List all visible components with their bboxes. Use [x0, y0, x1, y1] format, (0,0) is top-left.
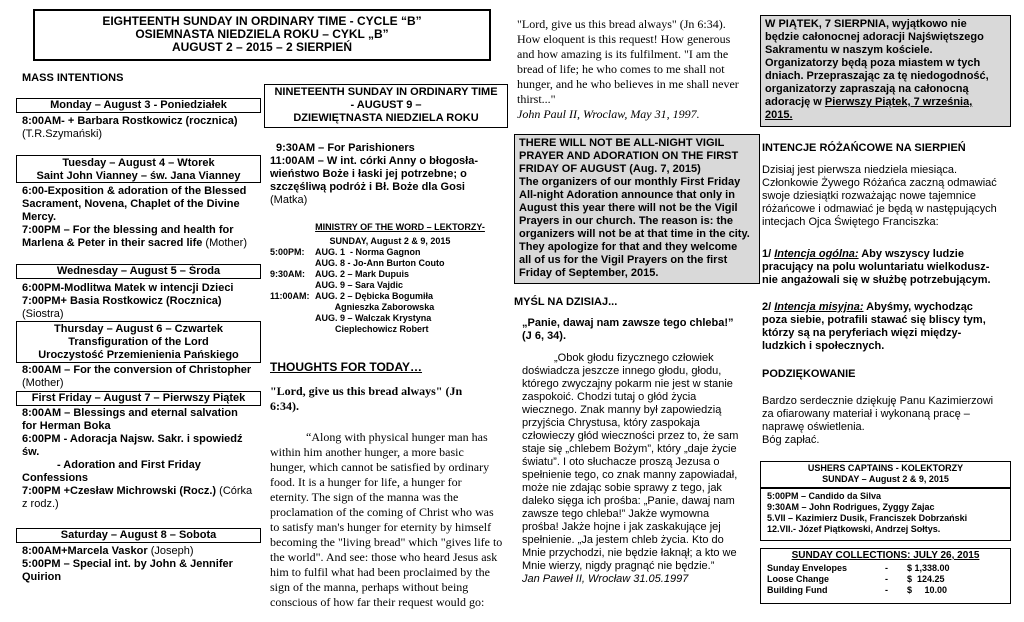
- intencja-misyjna-text: Abyśmy, wychodząc: [863, 301, 973, 313]
- mysl-line-2: doświadcza jeszcze innego głodu, głodu,: [522, 365, 722, 377]
- intencja-misyjna-line-1: [762, 301, 1012, 314]
- tuesday-entry-1: 6:00-Exposition & adoration of the Blessed: [22, 185, 247, 197]
- ministry-row: [270, 247, 444, 258]
- friday-entry-2: for Herman Boka: [22, 420, 111, 432]
- mysl-line-17: Mnie wierzy, nigdy pragnąć nie będzie.”: [522, 560, 715, 572]
- thoughts-line-9: the world". And see: those who heard Jesus ask: [270, 550, 498, 564]
- bulletin-header: [33, 9, 491, 61]
- friday-entry-7: [22, 485, 260, 498]
- podziekowanie-title: PODZIĘKOWANIE: [762, 368, 856, 380]
- header-line-2: OSIEMNASTA NIEDZIELA ROKU – CYKL „B”: [135, 27, 389, 41]
- intencje-line-4: różańcowe i odmawiać je będą w następujących: [762, 203, 997, 215]
- thursday-heading-3: Uroczystość Przemienienia Pańskiego: [38, 349, 239, 361]
- ministry-row: [270, 258, 444, 269]
- thoughts-line-3: hunger, which cannot be satisfied by ordinary: [270, 460, 490, 474]
- friday-entry-8: z rodz.): [22, 498, 59, 510]
- ushers-line-1: 5:00PM – Candido da Silva: [767, 491, 882, 501]
- mysl-line-3: którego zwyczajny pokarm nie jest w stanie: [522, 378, 733, 390]
- podziekowanie-body: [762, 395, 1012, 447]
- ministry-reader: Cieplechowicz Robert: [315, 324, 429, 334]
- monday-heading: Monday – August 3 - Poniedziałek: [16, 98, 261, 113]
- wednesday-entry-2: 7:00PM+ Basia Rostkowicz (Rocznica): [22, 295, 222, 307]
- nineteenth-entry-5: (Matka): [270, 194, 308, 206]
- vigil-line-6: August this year there will not be the Vigil: [519, 202, 738, 214]
- vigil-line-3: FRIDAY OF AUGUST (Aug. 7, 2015): [519, 163, 701, 175]
- saturday-entries: [22, 545, 262, 584]
- podziekowanie-line-4: Bóg zapłać.: [762, 434, 820, 446]
- nineteenth-sunday-entries: [270, 142, 510, 207]
- nineteenth-entry-1: 9:30AM – For Parishioners: [276, 142, 415, 154]
- ministry-reader: AUG. 1 - Norma Gagnon: [315, 247, 421, 257]
- mysl-line-16: Mnie przychodzi, nie będzie łaknął; a kto we: [522, 547, 737, 559]
- thursday-heading-1: Thursday – August 6 – Czwartek: [54, 323, 223, 335]
- thoughts-line-11: sign of the manna, perhaps without being: [270, 580, 469, 594]
- vigil-line-9: They apologize for that and they welcome: [519, 241, 738, 253]
- header-line-1: EIGHTEENTH SUNDAY IN ORDINARY TIME - CYCLE “B”: [102, 14, 422, 28]
- mysl-line-1: „Obok głodu fizycznego człowiek: [554, 352, 714, 364]
- ministry-row: [270, 302, 444, 313]
- ministry-reader: Agnieszka Zaborowska: [315, 302, 435, 312]
- vigil-line-8: organizers will not be at that time in the city.: [519, 228, 750, 240]
- vigil-line-4: The organizers of our monthly First Friday: [519, 176, 741, 188]
- thoughts-title: THOUGHTS FOR TODAY…: [270, 360, 423, 374]
- ministry-time: [270, 280, 315, 291]
- adoracja-line-3: Sakramentu w naszym kościele.: [765, 44, 933, 56]
- jp-quote-attribution: John Paul II, Wroclaw, May 31, 1997.: [517, 107, 700, 121]
- tuesday-heading: [16, 155, 261, 183]
- collection-amount: $ 10.00: [907, 585, 948, 595]
- ushers-box: [760, 461, 1011, 488]
- mysl-heading-1: „Panie, dawaj nam zawsze tego chleba!”: [522, 317, 734, 329]
- ministry-title: MINISTRY OF THE WORD – LEKTORZY-: [315, 222, 485, 232]
- ministry-reader: AUG. 9 – Sara Vajdic: [315, 280, 404, 290]
- tuesday-entry-3: Mercy.: [22, 211, 57, 223]
- adoracja-line-7: [765, 96, 1006, 109]
- jp-quote-line-6: thirst...": [517, 92, 556, 106]
- collection-dash: -: [885, 585, 888, 595]
- saturday-entry-1: [22, 545, 262, 558]
- tuesday-entry-2: Sacrament, Novena, Chaplet of the Divine: [22, 198, 240, 210]
- collection-amount: $ 124.25: [907, 574, 945, 584]
- collection-row: [767, 585, 977, 596]
- collection-amount: $ 1,338.00: [907, 563, 950, 573]
- thursday-entries: [22, 364, 262, 390]
- ministry-reader: AUG. 2 – Dębicka Bogumiła: [315, 291, 434, 301]
- ministry-reader: AUG. 9 – Walczak Krystyna: [315, 313, 432, 323]
- mysl-line-7: człowieczy głód wieczności przez to, że sam: [522, 430, 739, 442]
- mysl-line-5: wiecznego. Znak manny był zapowiedzią: [522, 404, 722, 416]
- ministry-time: 9:30AM:: [270, 269, 306, 279]
- vigil-notice: [514, 134, 760, 284]
- thursday-entry-2: (Mother): [22, 377, 64, 389]
- jp-quote-line-4: bread of life; he who comes to me shall not: [517, 62, 725, 76]
- jp-quote-line-5: hunger, and he who believes in me shall never: [517, 77, 739, 91]
- ministry-row: [270, 269, 444, 280]
- mysl-line-6: przyjścia Chrystusa, który zaspokaja: [522, 417, 700, 429]
- ministry-reader: AUG. 2 – Mark Dupuis: [315, 269, 410, 279]
- nineteenth-entry-2: 11:00AM – W int. córki Anny o błogosła-: [270, 155, 479, 167]
- intencja-misyjna-line-3: którzy są na peryferiach więzi między-: [762, 327, 962, 339]
- monday-entry-2: (T.R.Szymański): [22, 128, 103, 140]
- mass-intentions-title: MASS INTENTIONS: [22, 72, 124, 84]
- friday-entry-7-by: (Córka: [216, 485, 253, 497]
- friday-entry-1: 8:00AM – Blessings and eternal salvation: [22, 407, 238, 419]
- tuesday-entries: [22, 185, 262, 250]
- nineteenth-heading-2: - AUGUST 9 –: [350, 99, 422, 111]
- mysl-heading: [522, 317, 762, 343]
- ministry-row: [270, 280, 444, 291]
- jp-quote-line-2: How eloquent is this request! How generous: [517, 32, 731, 46]
- ministry-time: [270, 313, 315, 324]
- intencja-ogolna-line-3: nie angażowali się w służbę potrzebującym.: [762, 274, 991, 286]
- adoracja-line-8: 2015.: [765, 109, 793, 121]
- saturday-heading: Saturday – August 8 – Sobota: [16, 528, 261, 543]
- wednesday-entry-3: (Siostra): [22, 308, 64, 320]
- mysl-line-12: daleko sięga ich prośba: „Panie, dawaj nam: [522, 495, 735, 507]
- intencja-ogolna-number: 1/: [762, 248, 775, 260]
- collection-label: Building Fund: [767, 585, 828, 595]
- friday-entry-7-main: 7:00PM +Czesław Michrowski (Rocz.): [22, 485, 217, 497]
- podziekowanie-line-1: Bardzo serdecznie dziękuję Panu Kazimierzowi: [762, 395, 994, 407]
- intencja-ogolna: [762, 248, 1012, 287]
- friday-entry-4: św.: [22, 446, 40, 458]
- ministry-time: 11:00AM:: [270, 291, 310, 301]
- ministry-row: [270, 291, 444, 302]
- friday-entry-3: 6:00PM - Adoracja Najsw. Sakr. i spowiedź: [22, 433, 243, 445]
- saturday-entry-2: 5:00PM – Special int. by John & Jennifer: [22, 558, 233, 570]
- thoughts-line-6: proclamation of the coming of Christ who was: [270, 505, 494, 519]
- mysl-line-11: może nie zdając sobie sprawy z tego, jak: [522, 482, 722, 494]
- adoracja-line-4: Organizatorzy będą poza miastem w tych: [765, 57, 981, 69]
- adoracja-line-1: W PIĄTEK, 7 SIERPNIA, wyjątkowo nie: [765, 18, 967, 30]
- saturday-entry-1-main: 8:00AM+Marcela Vaskor: [22, 545, 148, 557]
- vigil-line-1: THERE WILL NOT BE ALL-NIGHT VIGIL: [519, 137, 725, 149]
- thoughts-quote-2: 6:34).: [270, 399, 299, 413]
- intencje-line-3: swoje dziesiątki rozważając nowe tajemnice: [762, 190, 976, 202]
- mysl-line-10: spełnienie tego, co znak manny zapowiadał,: [522, 469, 738, 481]
- thoughts-line-2: within him another hunger, a more basic: [270, 445, 464, 459]
- wednesday-heading: Wednesday – August 5 – Środa: [16, 264, 261, 279]
- monday-entries: [22, 115, 262, 141]
- friday-heading: First Friday – August 7 – Pierwszy Piątek: [16, 391, 261, 406]
- intencje-line-1: Dzisiaj jest pierwsza niedziela miesiąca.: [762, 164, 958, 176]
- jp-quote-line-3: and how amazing is its fulfilment. "I am the: [517, 47, 729, 61]
- wednesday-entries: [22, 282, 262, 321]
- mysl-body: [522, 352, 762, 586]
- mysl-line-13: zawsze tego chleba!” Jakże wymowna: [522, 508, 710, 520]
- tuesday-heading-1: Tuesday – August 4 – Wtorek: [62, 157, 215, 169]
- adoracja-line-2: będzie całonocnej adoracji Najświętszego: [765, 31, 984, 43]
- nineteenth-entry-4: szczęśliwą podróż i Bł. Boże dla Gosi: [270, 181, 465, 193]
- intencja-ogolna-label: Intencja ogólna:: [774, 248, 859, 260]
- ushers-heading-1: USHERS CAPTAINS - KOLEKTORZY: [807, 463, 964, 473]
- ministry-row: [270, 324, 444, 335]
- podziekowanie-line-2: za ofiarowany materiał i wykonaną pracę –: [762, 408, 970, 420]
- podziekowanie-line-3: naprawę oświetlenia.: [762, 421, 865, 433]
- ushers-heading-2: SUNDAY – August 2 & 9, 2015: [822, 474, 949, 484]
- ministry-time: [270, 302, 315, 313]
- john-paul-quote: [517, 17, 757, 122]
- thursday-heading: [16, 321, 261, 363]
- adoracja-line-7-b: Pierwszy Piątek, 7 września,: [824, 96, 973, 108]
- mysl-heading-2: (J 6, 34).: [522, 330, 567, 342]
- thoughts-line-7: to satisfy man's hunger for eternity by himself: [270, 520, 492, 534]
- friday-entry-5: - Adoration and First Friday: [57, 459, 201, 471]
- ministry-subtitle: SUNDAY, August 2 & 9, 2015: [329, 236, 451, 246]
- ministry-time: [270, 258, 315, 269]
- adoracja-line-6: organizatorzy zapraszają na całonocną: [765, 83, 969, 95]
- collection-label: Sunday Envelopes: [767, 563, 848, 573]
- ushers-line-3: 5.VII – Kazimierz Dusik, Franciszek Dobrzański: [767, 513, 968, 523]
- intencje-title: INTENCJE RÓŻAŃCOWE NA SIERPIEŃ: [762, 142, 966, 154]
- nineteenth-heading-3: DZIEWIĘTNASTA NIEDZIELA ROKU: [293, 112, 479, 124]
- friday-entry-6: Confessions: [22, 472, 89, 484]
- thoughts-body: [270, 430, 508, 610]
- vigil-line-2: PRAYER AND ADORATION ON THE FIRST: [519, 150, 739, 162]
- friday-entries: [22, 407, 260, 511]
- intencja-misyjna-line-4: ludzkich i społecznych.: [762, 340, 885, 352]
- tuesday-entry-5-by: (Mother): [202, 237, 247, 249]
- wednesday-entry-1: 6:00PM-Modlitwa Matek w intencji Dzieci: [22, 282, 234, 294]
- thoughts-line-12: conscious of how far their request would go:: [270, 595, 485, 609]
- collection-label: Loose Change: [767, 574, 830, 584]
- intencja-misyjna: [762, 301, 1012, 353]
- tuesday-entry-5-main: Marlena & Peter in their sacred life: [22, 237, 203, 249]
- mysl-line-8: staje się „chlebem Bożym”, który „daje życie: [522, 443, 737, 455]
- ministry-reader: AUG. 8 - Jo-Ann Burton Couto: [315, 258, 445, 268]
- jp-quote-line-1: "Lord, give us this bread always" (Jn 6:34).: [517, 17, 726, 31]
- saturday-entry-1-by: (Joseph): [147, 545, 194, 557]
- intencja-misyjna-number: 2/: [762, 301, 775, 313]
- mysl-line-15: spełnienie. „Ja jestem chleb życia. Kto do: [522, 534, 724, 546]
- collection-row: [767, 563, 977, 574]
- vigil-line-5: All-night Adoration announce that only in: [519, 189, 735, 201]
- adoracja-notice: [760, 15, 1011, 127]
- collection-dash: -: [885, 563, 888, 573]
- mysl-line-4: zaspokoić. Chodzi tutaj o głód życia: [522, 391, 697, 403]
- intencje-body: [762, 164, 1012, 229]
- collection-dash: -: [885, 574, 888, 584]
- thursday-heading-2: Transfiguration of the Lord: [68, 336, 209, 348]
- thoughts-line-1: “Along with physical hunger man has: [306, 430, 488, 444]
- adoracja-line-5: dniach. Przepraszając za tę niedogodność,: [765, 70, 989, 82]
- thursday-entry-1: 8:00AM – For the conversion of Christopher: [22, 364, 252, 376]
- thoughts-quote-1: "Lord, give us this bread always" (Jn: [270, 384, 463, 398]
- thoughts-line-8: becoming the "living bread" which "gives life to: [270, 535, 503, 549]
- collections-table: [767, 563, 977, 596]
- intencje-line-2: Członkowie Żywego Różańca zaczną odmawiać: [762, 177, 997, 189]
- thoughts-line-10: him to fulfil what had been proclaimed by the: [270, 565, 490, 579]
- vigil-line-10: all of us for the Vigil Prayers on the first: [519, 254, 728, 266]
- tuesday-entry-4: 7:00PM – For the blessing and health for: [22, 224, 234, 236]
- intencja-ogolna-line-1: [762, 248, 1012, 261]
- saturday-entry-3: Quirion: [22, 571, 62, 583]
- collection-row: [767, 574, 977, 585]
- vigil-line-11: Friday of September, 2015.: [519, 267, 659, 279]
- nineteenth-heading-1: NINETEENTH SUNDAY IN ORDINARY TIME: [274, 86, 498, 98]
- mysl-line-9: światu”. I oto słuchacze proszą Jezusa o: [522, 456, 720, 468]
- thoughts-line-4: food. It is a hunger for life, a hunger for: [270, 475, 462, 489]
- collections-title: SUNDAY COLLECTIONS: JULY 26, 2015: [791, 550, 980, 561]
- tuesday-entry-5: [22, 237, 262, 250]
- adoracja-line-7-a: adorację w: [765, 96, 825, 108]
- intencja-misyjna-line-2: poza siebie, potrafili stawać się bliscy tym,: [762, 314, 986, 326]
- ministry-schedule: [270, 247, 444, 335]
- intencja-misyjna-label: Intencja misyjna:: [774, 301, 864, 313]
- ministry-row: [270, 313, 444, 324]
- vigil-line-7: Prayers in our church. The reason is: the: [519, 215, 733, 227]
- intencje-line-5: intecjach Ojca Świętego Franciszka:: [762, 216, 939, 228]
- ministry-time: 5:00PM:: [270, 247, 305, 257]
- ushers-list: [760, 488, 1011, 541]
- nineteenth-entry-3: wieństwo Boże i łaski jej potrzebne; o: [270, 168, 467, 180]
- mysl-title: MYŚL NA DZISIAJ...: [514, 296, 618, 308]
- monday-entry-1: 8:00AM- + Barbara Rostkowicz (rocznica): [22, 115, 238, 127]
- thoughts-quote: [270, 384, 510, 414]
- thoughts-line-5: eternity. The sign of the manna was the: [270, 490, 459, 504]
- intencja-ogolna-line-2: pracujący na polu woluntariatu wielkodusz-: [762, 261, 990, 273]
- intencja-ogolna-text: Aby wszyscy ludzie: [858, 248, 964, 260]
- ushers-line-2: 9:30AM – John Rodrigues, Zyggy Zajac: [767, 502, 935, 512]
- header-line-3: AUGUST 2 – 2015 – 2 SIERPIEŃ: [171, 40, 353, 54]
- mysl-line-14: prośba! Jakże hojne i jak zaskakujące jej: [522, 521, 721, 533]
- ministry-time: [270, 324, 315, 335]
- ushers-line-4: 12.VII.- Józef Piątkowski, Andrzej Sołtys.: [767, 524, 941, 534]
- tuesday-heading-2: Saint John Vianney – św. Jana Vianney: [36, 170, 241, 182]
- collections-box: [760, 548, 1011, 604]
- mysl-attribution: Jan Paweł II, Wrocław 31.05.1997: [522, 573, 689, 585]
- nineteenth-sunday-heading: [264, 84, 508, 128]
